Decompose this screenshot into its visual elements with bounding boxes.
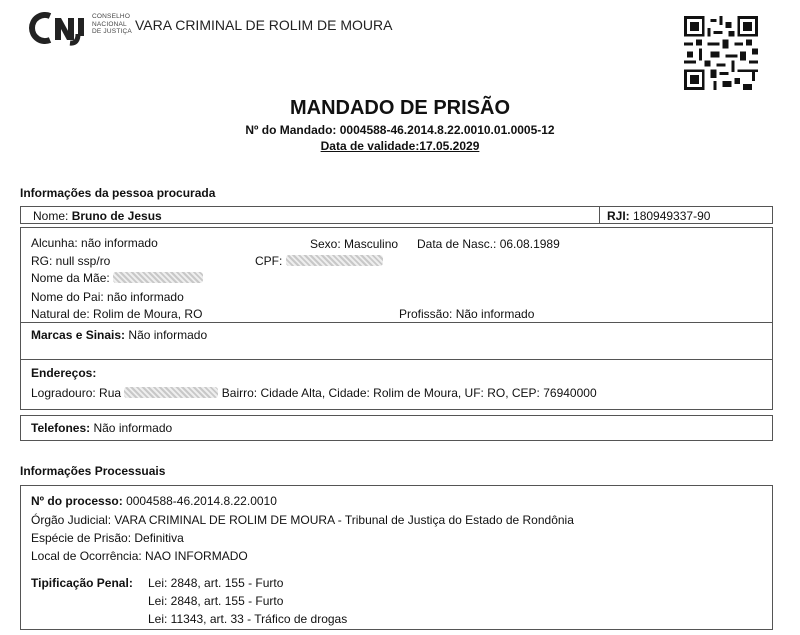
person-section-heading: Informações da pessoa procurada [20,186,216,200]
natural: Natural de: Rolim de Moura, RO [31,307,203,321]
tipificacao-item: Lei: 2848, art. 155 - Furto [148,576,284,590]
orgao-judicial: Órgão Judicial: VARA CRIMINAL DE ROLIM DE MOURA - Tribunal de Justiça do Estado de Rondônia [31,513,574,527]
sexo: Sexo: Masculino [310,237,399,251]
process-section-heading: Informações Processuais [20,464,166,478]
person-details-box [20,227,773,323]
alcunha: Alcunha: não informado [31,236,158,250]
redacted-cpf [286,255,383,266]
name-field: Nome: Bruno de Jesus [33,209,162,223]
document-title: MANDADO DE PRISÃO [289,97,510,119]
rg: RG: null ssp/ro [31,254,111,268]
validity-date: Data de validade:17.05.2029 [320,139,480,153]
divider [599,207,600,223]
redacted-mae [113,272,203,283]
cpf-field: CPF: [255,254,383,268]
telefones-box [20,415,773,441]
cnj-logo-icon [26,10,92,46]
rji-field: RJI: 180949337-90 [607,209,711,223]
process-box [20,485,773,630]
court-name: VARA CRIMINAL DE ROLIM DE MOURA [135,17,393,33]
pai: Nome do Pai: não informado [31,290,184,304]
marcas-box [20,322,773,360]
telefones-field: Telefones: Não informado [31,421,173,435]
redacted-street [124,387,218,398]
logo-text: CONSELHO NACIONAL DE JUSTIÇA [92,13,132,35]
logradouro: Logradouro: Rua Bairro: Cidade Alta, Cidade: Rolim de Moura, UF: RO, CEP: 76940000 [31,386,597,400]
warrant-number: Nº do Mandado: 0004588-46.2014.8.22.0010.01.0005-12 [245,123,555,137]
especie-prisao: Espécie de Prisão: Definitiva [31,531,184,545]
tipificacao-label: Tipificação Penal: [31,576,133,590]
enderecos-box [20,359,773,410]
marcas-field: Marcas e Sinais: Não informado [31,328,208,342]
profissao: Profissão: Não informado [399,307,535,321]
local-ocorrencia: Local de Ocorrência: NAO INFORMADO [31,549,248,563]
mae-field: Nome da Mãe: [31,271,203,285]
processo-field: Nº do processo: 0004588-46.2014.8.22.0010 [31,494,277,508]
enderecos-label: Endereços: [31,366,97,380]
tipificacao-item: Lei: 11343, art. 33 - Tráfico de drogas [148,612,348,626]
data-nascimento: Data de Nasc.: 06.08.1989 [417,237,560,251]
qr-code-icon [684,16,758,90]
tipificacao-item: Lei: 2848, art. 155 - Furto [148,594,284,608]
name-row [20,206,773,224]
